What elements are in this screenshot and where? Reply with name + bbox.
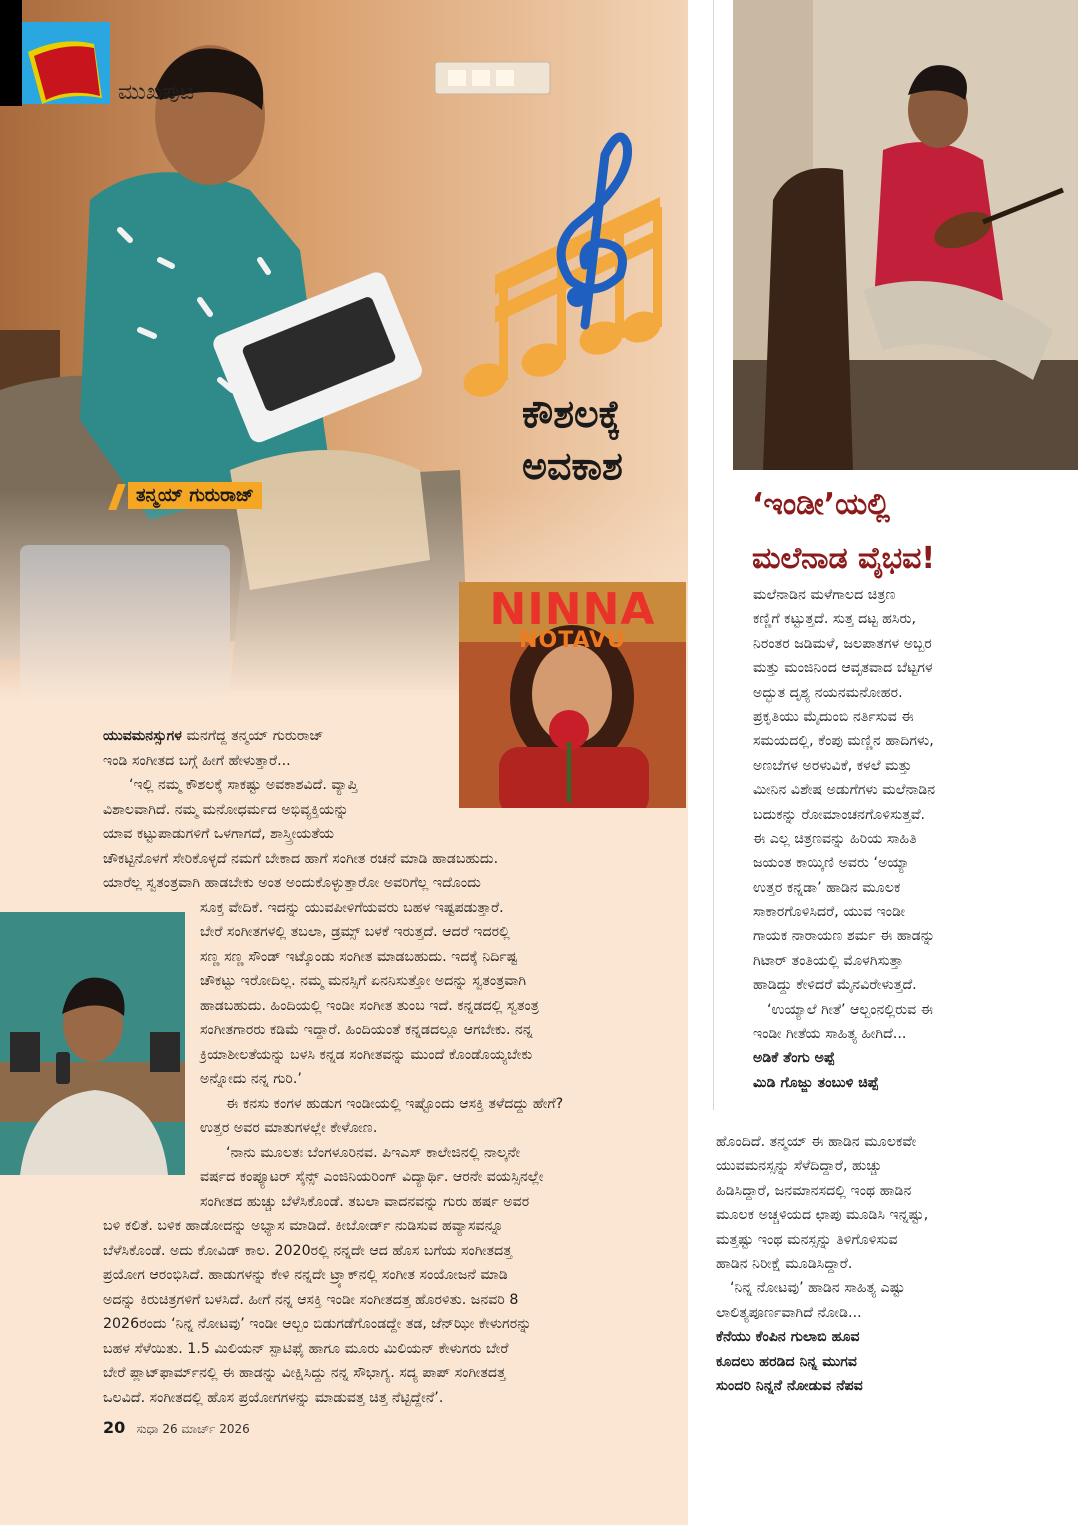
article-lead-word: ಯುವಮನಸ್ಸುಗಳ: [103, 728, 182, 744]
continuation-line: ಮತ್ತಷ್ಟು ಇಂಥ ಮನಸ್ಸನ್ನು ತಿಳಿಗೊಳಿಸುವ: [716, 1231, 898, 1248]
side-article-line: ಇಂಡೀ ಗೀತೆಯ ಸಾಹಿತ್ಯ ಹೀಗಿದೆ...: [753, 1026, 907, 1043]
side-article-line: ಗಿಟಾರ್ ತಂತಿಯಲ್ಲಿ ಮೊಳಗಿಸುತ್ತಾ: [753, 952, 904, 969]
article-left-line: ಬೇರೆ ಸಂಗೀತಗಳಲ್ಲಿ ತಬಲಾ, ಡ್ರಮ್ಸ್ ಬಳಕೆ ಇರುತ್ತದೆ. ಆದರೆ ಇದರಲ್ಲಿ: [200, 924, 510, 940]
side-article-line: ಮೀನಿನ ವಿಶೇಷ ಅಡುಗೆಗಳು ಮಲೆನಾಡಿನ: [753, 782, 936, 799]
continuation-line: ಹೊಂದಿದೆ. ತನ್ಮಯ್ ಈ ಹಾಡಿನ ಮೂಲಕವೇ: [716, 1134, 917, 1150]
article-left-line: ಸಂಗೀತಗಾರರು ಕಡಿಮೆ ಇದ್ದಾರೆ. ಹಿಂದಿಯಂತೆ ಕನ್ನಡದಲ್ಲೂ ಆಗಬೇಕು. ನನ್ನ: [200, 1022, 533, 1038]
article-left-line: ಅದನ್ನು ಕಿರುಚಿತ್ರಗಳಿಗೆ ಬಳಸಿದೆ. ಹೀಗೆ ನನ್ನ ಆಸಕ್ತಿ ಇಂಡೀ ಸಂಗೀತದತ್ತ ಹೊರಳಿತು. ಜನವರಿ 8: [103, 1291, 519, 1308]
continuation-line: ಯುವಮನಸ್ಸನ್ನು ಸೆಳೆದಿದ್ದಾರೆ, ಹುಚ್ಚು: [716, 1158, 882, 1175]
article-left-line: ಚೌಕಟ್ಟಿನೊಳಗೆ ಸೇರಿಕೊಳ್ಳದೆ ನಮಗೆ ಬೇಕಾದ ಹಾಗೆ ಸಂಗೀತ ರಚನೆ ಮಾಡಿ ಹಾಡಬಹುದು.: [103, 850, 499, 867]
music-notes-decoration: [455, 125, 670, 415]
side-article-line: ಪ್ರಕೃತಿಯು ಮೈದುಂಬಿ ನರ್ತಿಸುವ ಈ: [753, 708, 914, 725]
side-article-line: ಉತ್ತರ ಕನ್ನಡಾ’ ಹಾಡಿನ ಮೂಲಕ: [753, 879, 901, 896]
side-article-line: ಈ ಎಲ್ಲ ಚಿತ್ರಣವನ್ನು ಹಿರಿಯ ಸಾಹಿತಿ: [753, 830, 917, 847]
continuation-text: [716, 1130, 928, 1398]
article-left-line: ‘ಇಲ್ಲಿ ನಮ್ಮ ಕೌಶಲಕ್ಕೆ ಸಾಕಷ್ಟು ಅವಕಾಶವಿದೆ. ವ್ಯಾಪ್ತಿ: [129, 777, 358, 793]
lyric-line: ಸುಂದರಿ ನಿನ್ನನೆ ನೋಡುವ ನೆಪವ: [716, 1377, 863, 1394]
side-article-line: ಕಣ್ಣಿಗೆ ಕಟ್ಟುತ್ತದೆ. ಸುತ್ತ ದಟ್ಟ ಹಸಿರು,: [753, 611, 916, 628]
feature-title-line2: ಅವಕಾಶ: [522, 444, 623, 488]
article-left-line: ಚೌಕಟ್ಟು ಇರೋದಿಲ್ಲ. ನಮ್ಮ ಮನಸ್ಸಿಗೆ ಏನನಿಸುತ್ತೋ ಅದನ್ನು ಸ್ವತಂತ್ರವಾಗಿ: [200, 973, 527, 989]
article-left-top: [103, 724, 498, 896]
article-left-line: ಕ್ರಿಯಾಶೀಲತೆಯನ್ನು ಬಳಸಿ ಕನ್ನಡ ಸಂಗೀತವನ್ನು ಮುಂದೆ ಕೊಂಡೊಯ್ಯಬೇಕು: [200, 1046, 533, 1063]
magazine-logo: [22, 22, 110, 104]
article-left-line: ಪ್ರಯೋಗ ಆರಂಭಿಸಿದೆ. ಹಾಡುಗಳನ್ನು ಕೇಳಿ ನನ್ನದೇ ಟ್ರ್ಯಾಕ್‌ನಲ್ಲಿ ಸಂಗೀತ ಸಂಯೋಜನೆ ಮಾಡಿ: [103, 1267, 508, 1283]
article-left-line: ಹಾಡಬಹುದು. ಹಿಂದಿಯಲ್ಲಿ ಇಂಡೀ ಸಂಗೀತ ತುಂಬ ಇದೆ. ಕನ್ನಡದಲ್ಲಿ ಸ್ವತಂತ್ರ: [200, 997, 539, 1014]
side-article-line: ಅದ್ಭುತ ದೃಶ್ಯ ನಯನಮನೋಹರ.: [753, 684, 903, 701]
lyric-line: ಕೂದಲು ಹರಡಿದ ನಿನ್ನ ಮುಗವ: [716, 1353, 858, 1370]
side-article-line: ಹಾಡಿದ್ದು ಕೇಳಿದರೆ ಮೈನವಿರೇಳುತ್ತದೆ.: [753, 977, 917, 994]
side-article-line: ಮತ್ತು ಮಂಜಿನಿಂದ ಆವೃತವಾದ ಬೆಟ್ಟಗಳ: [753, 660, 933, 677]
article-left-line: ಸಣ್ಣ ಸಣ್ಣ ಸೌಂಡ್ ಇಟ್ಕೊಂಡು ಸಂಗೀತ ಮಾಡಬಹುದು. ಇದಕ್ಕೆ ನಿರ್ದಿಷ್ಟ: [200, 948, 518, 965]
side-article-line: ಜಯಂತ ಕಾಯ್ಕಿಣಿ ಅವರು ‘ಅಯ್ಯಾ: [753, 855, 910, 872]
section-label: ಮುಖಪುಟ: [118, 80, 195, 105]
article-left-line: ಬೇರೆ ಪ್ಲಾಟ್‌ಫಾರ್ಮ್‌ನಲ್ಲಿ ಈ ಹಾಡನ್ನು ವೀಕ್ಷಿಸಿದ್ದು ನನ್ನ ಸೌಭಾಗ್ಯ. ಸದ್ಯ ಪಾಪ್ ಸಂಗೀತದತ್ತ: [103, 1365, 506, 1381]
feature-title-line1: ಕೌಶಲಕ್ಕೆ: [522, 392, 621, 436]
article-left-line: ಯಾರೆಲ್ಲ ಸ್ವತಂತ್ರವಾಗಿ ಹಾಡಬೇಕು ಅಂತ ಅಂದುಕೊಳ್ಳುತ್ತಾರೋ ಅವರಿಗೆಲ್ಲ ಇದೊಂದು: [103, 875, 481, 891]
continuation-line: ಲಾಲಿತ್ಯಪೂರ್ಣವಾಗಿದೆ ನೋಡಿ...: [716, 1304, 862, 1321]
page-footer: [103, 1418, 250, 1437]
article-left-bottom: [103, 1214, 532, 1410]
photo-caption: ತನ್ಮಯ್ ಗುರುರಾಜ್: [128, 482, 262, 509]
article-line-text: ಮನಗೆದ್ದ ತನ್ಮಯ್ ಗುರುರಾಜ್: [181, 728, 324, 744]
continuation-line: ‘ನಿನ್ನ ನೋಟವು’ ಹಾಡಿನ ಸಾಹಿತ್ಯ ಎಷ್ಟು: [730, 1280, 905, 1297]
continuation-line: ಹಿಡಿಸಿದ್ದಾರೆ, ಜನಮಾನಸದಲ್ಲಿ ಇಂಥ ಹಾಡಿನ: [716, 1182, 912, 1199]
lyric-line: ಕೆನೆಯು ಕೆಂಪಿನ ಗುಲಾಬಿ ಹೂವ: [716, 1329, 860, 1346]
article-left-line: ವರ್ಷದ ಕಂಪ್ಯೂಟರ್ ಸೈನ್ಸ್ ಎಂಜಿನಿಯರಿಂಗ್ ವಿದ್ಯಾರ್ಥಿ. ಆರನೇ ವಯಸ್ಸಿನಲ್ಲೇ: [200, 1169, 544, 1185]
lyric-line: ಅಡಿಕೆ ತೆಂಗು ಅಪ್ಪೆ: [753, 1050, 835, 1067]
side-article-text: [753, 583, 935, 1095]
side-article-line: ಸಮಯದಲ್ಲಿ, ಕೆಂಪು ಮಣ್ಣಿನ ಹಾದಿಗಳು,: [753, 733, 934, 750]
article-left-line: ಬೆಳೆಸಿಕೊಂಡೆ. ಅದು ಕೋವಿಡ್ ಕಾಲ. 2020ರಲ್ಲಿ ನನ್ನದೇ ಆದ ಹೊಸ ಬಗೆಯ ಸಂಗೀತದತ್ತ: [103, 1242, 513, 1259]
article-left-line: 2026ರಂದು ‘ನಿನ್ನ ನೋಟವು’ ಇಂಡೀ ಆಲ್ಬಂ ಬಿಡುಗಡೆಗೊಂಡದ್ದೇ ತಡ, ಜೆನ್‌ಝೀ ಕೇಳುಗರನ್ನು: [103, 1316, 532, 1332]
side-article-line: ‘ಉಯ್ಯಾಲೆ ಗೀತೆ’ ಆಲ್ಬಂನಲ್ಲಿರುವ ಈ: [767, 1001, 934, 1018]
album-title-line1: NINNA: [489, 584, 656, 635]
lyric-line: ಮಿಡಿ ಗೊಜ್ಜು ತಂಬುಳಿ ಚಿಪ್ಪೆ: [753, 1074, 879, 1091]
side-article-line: ನಿರಂತರ ಜಡಿಮಳೆ, ಜಲಪಾತಗಳ ಅಬ್ಬರ: [753, 635, 932, 652]
article-left-line: ಸೂಕ್ತ ವೇದಿಕೆ. ಇದನ್ನು ಯುವಪೀಳಿಗೆಯವರು ಬಹಳ ಇಷ್ಟಪಡುತ್ತಾರೆ.: [200, 899, 504, 916]
side-headline-line2: ಮಲೆನಾಡ ವೈಭವ!: [752, 541, 936, 576]
article-left-line: ಬಳಿ ಕಲಿತೆ. ಬಳಿಕ ಹಾಡೋದನ್ನು ಅಭ್ಯಾಸ ಮಾಡಿದೆ. ಕೀಬೋರ್ಡ್ ನುಡಿಸುವ ಹವ್ಯಾಸವನ್ನೂ: [103, 1218, 504, 1234]
article-left-line: ಉತ್ತರ ಅವರ ಮಾತುಗಳಲ್ಲೇ ಕೇಳೋಣ.: [200, 1120, 378, 1136]
article-left-line: [103, 724, 498, 749]
logo-black-bar: [0, 0, 22, 106]
article-left-line: ಸಂಗೀತದ ಹುಚ್ಚು ಬೆಳೆಸಿಕೊಂಡೆ. ತಬಲಾ ವಾದನವನ್ನು ಗುರು ಹರ್ಷ ಅವರ: [200, 1193, 530, 1210]
side-photo: [733, 0, 1078, 470]
album-title-line2: NOTAVU: [519, 628, 626, 653]
continuation-line: ಹಾಡಿನ ನಿರೀಕ್ಷೆ ಮೂಡಿಸಿದ್ದಾರೆ.: [716, 1255, 853, 1272]
article-left-line: ಅನ್ನೋದು ನನ್ನ ಗುರಿ.’: [200, 1071, 302, 1087]
publication-info: ಸುಧಾ 26 ಮಾರ್ಚ್ 2026: [136, 1422, 250, 1436]
article-left-line: ‘ನಾನು ಮೂಲತಃ ಬೆಂಗಳೂರಿನವ. ಪಿಇಎಸ್ ಕಾಲೇಜಿನಲ್ಲಿ ನಾಲ್ಕನೇ: [226, 1144, 521, 1161]
side-article-line: ಗಾಯಕ ನಾರಾಯಣ ಶರ್ಮ ಈ ಹಾಡನ್ನು: [753, 928, 936, 945]
side-article-line: ಮಲೆನಾಡಿನ ಮಳೆಗಾಲದ ಚಿತ್ರಣ: [753, 587, 896, 603]
article-left-line: ಈ ಕನಸು ಕಂಗಳ ಹುಡುಗ ಇಂಡೀಯಲ್ಲಿ ಇಷ್ಟೊಂದು ಆಸಕ್ತಿ ತಳೆದದ್ದು ಹೇಗೆ?: [226, 1095, 564, 1112]
article-left-line: ಒಲವಿದೆ. ಸಂಗೀತದಲ್ಲಿ ಹೊಸ ಪ್ರಯೋಗಗಳನ್ನು ಮಾಡುವತ್ತ ಚಿತ್ತ ನೆಟ್ಟಿದ್ದೇನೆ’.: [103, 1389, 444, 1406]
column-divider: [713, 0, 714, 1110]
feature-title: [522, 388, 623, 492]
side-article-line: ಬದುಕನ್ನು ರೋಮಾಂಚನಗೊಳಿಸುತ್ತವೆ.: [753, 806, 926, 823]
article-left-line: ಯಾವ ಕಟ್ಟುಪಾಡುಗಳಿಗೆ ಒಳಗಾಗದೆ, ಶಾಸ್ತ್ರೀಯತೆಯ: [103, 826, 335, 842]
continuation-line: ಮೂಲಕ ಅಚ್ಚಳಿಯದ ಛಾಪು ಮೂಡಿಸಿ ಇನ್ನಷ್ಟು,: [716, 1207, 929, 1224]
side-article-line: ಅಣಬೆಗಳ ಅರಳುವಿಕೆ, ಕಳಲೆ ಮತ್ತು: [753, 757, 912, 774]
article-left-line: ಇಂಡಿ ಸಂಗೀತದ ಬಗ್ಗೆ ಹೀಗೆ ಹೇಳುತ್ತಾರೆ...: [103, 752, 291, 769]
article-left-line: ಬಹಳ ಸೆಳೆಯಿತು. 1.5 ಮಿಲಿಯನ್ ಸ್ಪಾಟಿಫೈ ಹಾಗೂ ಮೂರು ಮಿಲಿಯನ್ ಕೇಳುಗರು ಬೇರೆ: [103, 1340, 509, 1357]
side-article-line: ಸಾಕಾರಗೊಳಿಸಿದರೆ, ಯುವ ಇಂಡೀ: [753, 904, 906, 921]
article-left-wrap: [200, 896, 563, 1215]
inset-photo: [0, 912, 185, 1175]
side-headline: [752, 478, 935, 586]
article-left-line: ವಿಶಾಲವಾಗಿದೆ. ನಮ್ಮ ಮನೋಧರ್ಮದ ಅಭಿವ್ಯಕ್ತಿಯನ್ನು: [103, 801, 349, 818]
page-number: 20: [103, 1418, 126, 1437]
side-headline-line1: ‘ಇಂಡೀ’ಯಲ್ಲಿ: [752, 487, 890, 522]
